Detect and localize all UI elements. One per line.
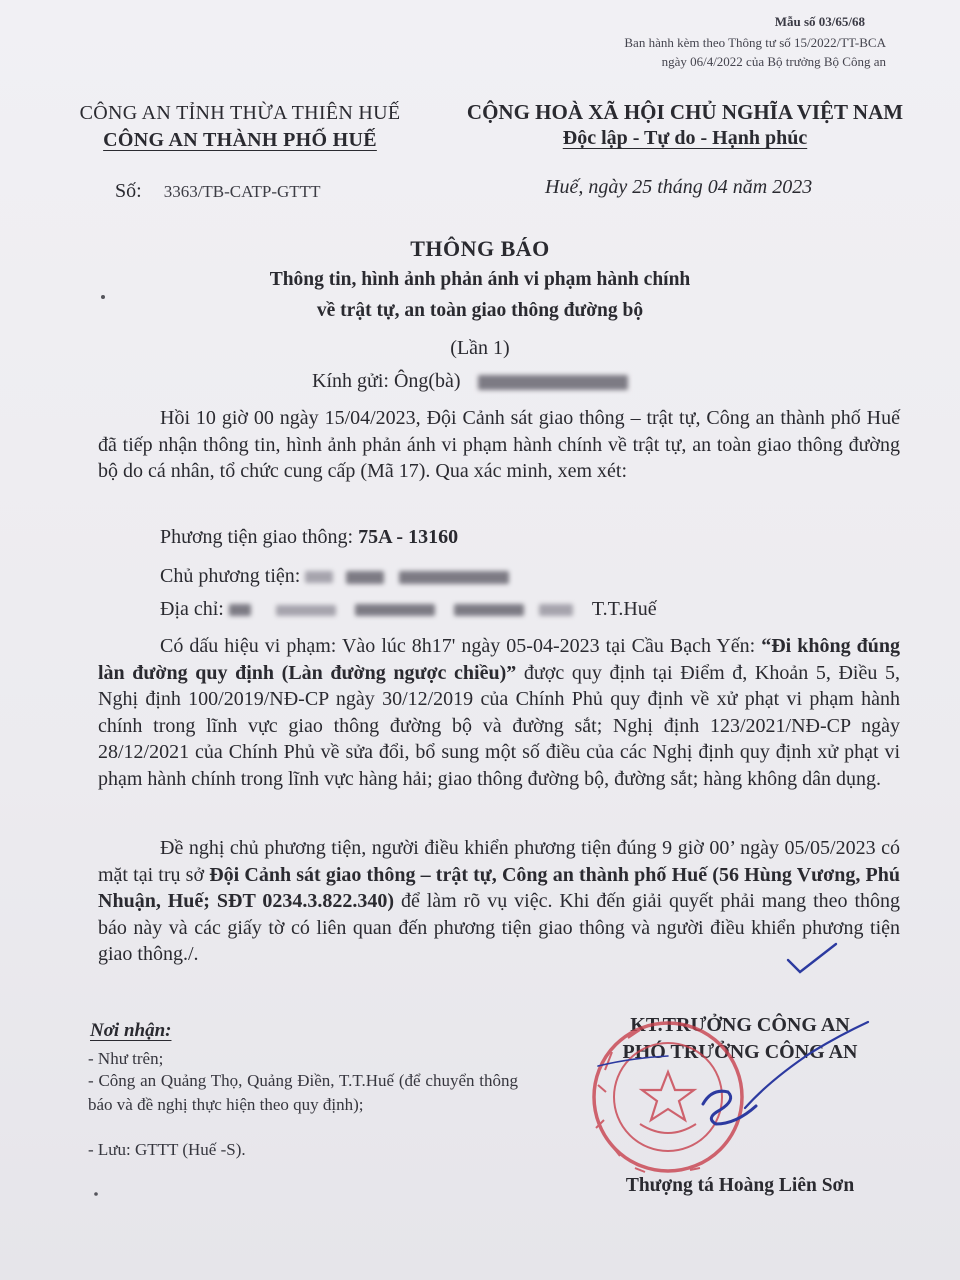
request-pre: Đề nghị chủ phương tiện, người điều khiển phương tiện đúng 9 giờ 00’ ngày 05/05/2023 có mặt tại trụ sở bbox=[98, 837, 900, 886]
recipient-1: - Như trên; bbox=[88, 1049, 164, 1068]
motto-text: Độc lập - Tự do - Hạnh phúc bbox=[562, 127, 808, 149]
request-office: Đội Cảnh sát giao thông – trật tự, Công an thành phố Huế (56 Hùng Vương, Phú Nhuận, Huế; SĐT 0234.3.822.340) bbox=[98, 863, 901, 912]
signer-name: Thượng tá Hoàng Liên Sơn bbox=[625, 1175, 855, 1196]
form-issued-line1: Ban hành kèm theo Thông tư số 15/2022/TT-BCA bbox=[624, 35, 886, 50]
country-name: CỘNG HOÀ XÃ HỘI CHỦ NGHĨA VIỆT NAM bbox=[466, 100, 904, 124]
agency-name-text: CÔNG AN THÀNH PHỐ HUẾ bbox=[103, 129, 377, 151]
owner-label: Chủ phương tiện: bbox=[160, 565, 301, 587]
signature-title-1: KT.TRƯỞNG CÔNG AN bbox=[630, 1014, 850, 1036]
signature-title-2: PHÓ TRƯỞNG CÔNG AN bbox=[622, 1041, 858, 1063]
document-subtitle-1: Thông tin, hình ảnh phản ánh vi phạm hành chính bbox=[269, 269, 691, 290]
recipients-label-text: Nơi nhận: bbox=[90, 1020, 172, 1041]
margin-dot-top bbox=[101, 295, 105, 299]
handwritten-signature bbox=[598, 1022, 868, 1124]
recipient-2: - Công an Quảng Thọ, Quảng Điền, T.T.Huế (để chuyển thông báo và đề nghị thực hiện theo quy định); bbox=[88, 1071, 518, 1114]
document-title: THÔNG BÁO bbox=[410, 236, 550, 261]
agency-parent: CÔNG AN TỈNH THỪA THIÊN HUẾ bbox=[79, 102, 401, 124]
checkmark-annotation bbox=[788, 944, 836, 972]
greeting-text: Kính gửi: Ông(bà) bbox=[312, 370, 461, 392]
vehicle-label: Phương tiện giao thông: bbox=[160, 526, 354, 548]
intro-paragraph: Hồi 10 giờ 00 ngày 15/04/2023, Đội Cảnh sát giao thông – trật tự, Công an thành phố Huế đã tiếp nhận thông tin, hình ảnh phản ánh vi phạm hành chính về trật tự, an toàn giao thông đường bộ do cá nhân, tổ chức cung cấp (Mã 17). Qua xác minh, xem xét: bbox=[98, 407, 900, 482]
recipient-3: - Lưu: GTTT (Huế -S). bbox=[88, 1140, 246, 1159]
address-tail: T.T.Huế bbox=[591, 598, 657, 620]
number-label: Số: bbox=[115, 180, 142, 202]
violation-description: “Đi không đúng làn đường quy định (Làn đường ngược chiều)” bbox=[98, 635, 900, 684]
place-date: Huế, ngày 25 tháng 04 năm 2023 bbox=[545, 176, 813, 198]
request-post: để làm rõ vụ việc. Khi đến giải quyết phải mang theo thông báo này và các giấy tờ có liên quan đến phương tiện giao thông và người điều khiển phương tiện giao thông./. bbox=[98, 890, 901, 965]
vehicle-plate: 75A - 13160 bbox=[358, 526, 459, 548]
form-issued-line2: ngày 06/4/2022 của Bộ trưởng Bộ Công an bbox=[661, 54, 886, 69]
document-subtitle-2: về trật tự, an toàn giao thông đường bộ bbox=[316, 300, 644, 321]
number-value: 3363/TB-CATP-GTTT bbox=[163, 182, 321, 201]
violation-post: được quy định tại Điểm đ, Khoản 5, Điều 5, Nghị định 100/2019/NĐ-CP ngày 30/12/2019 của Chính Phủ quy định về xử phạt vi phạm hành chính trong lĩnh vực giao thông đường bộ và đường sắt; Nghị định 123/2021/NĐ-CP ngày 28/12/2021 của Chính Phủ về sửa đổi, bổ sung một số điều của các Nghị định quy định xử phạt vi phạm hành chính trong lĩnh vực hàng hải; giao thông đường bộ, đường sắt; hàng không dân dụng. bbox=[98, 661, 900, 790]
official-seal-stamp bbox=[594, 1023, 742, 1172]
violation-pre: Có dấu hiệu vi phạm: Vào lúc 8h17' ngày 05-04-2023 tại Cầu Bạch Yến: bbox=[160, 635, 762, 657]
attempt-label: (Lần 1) bbox=[450, 337, 510, 359]
margin-dot-bottom bbox=[94, 1192, 98, 1196]
address-label: Địa chỉ: bbox=[160, 598, 224, 620]
form-code: Mẫu số 03/65/68 bbox=[774, 14, 865, 29]
